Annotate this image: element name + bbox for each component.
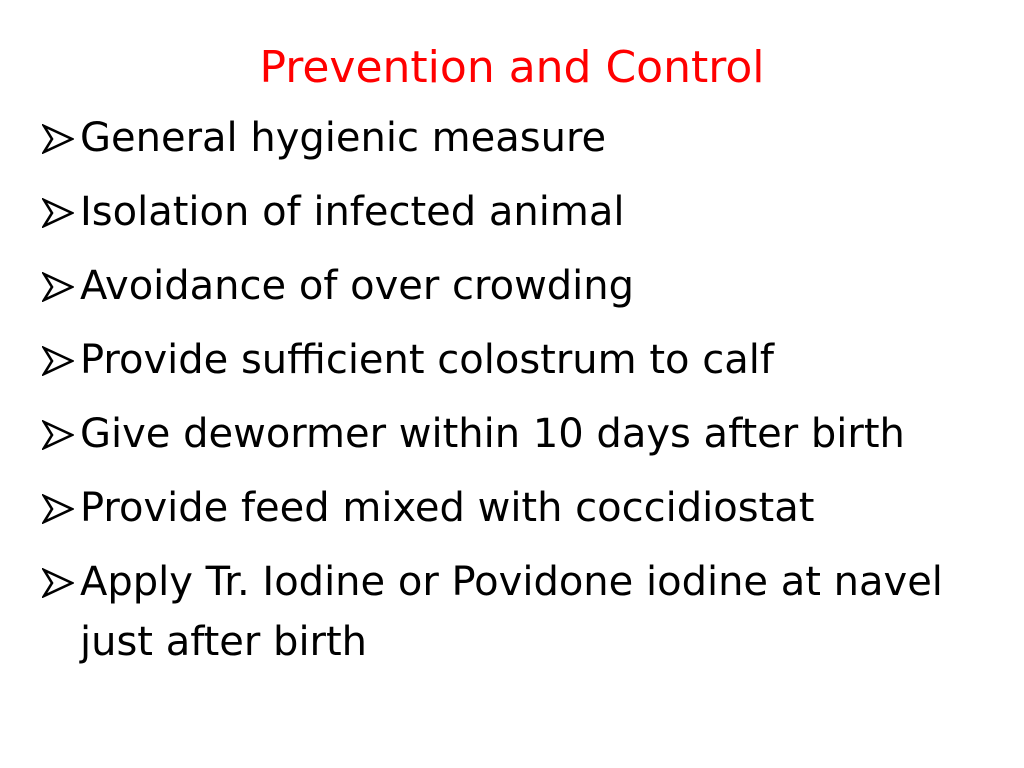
arrow-bullet-icon (42, 346, 74, 376)
list-item (40, 552, 1000, 672)
bullet-text: General hygienic measure (80, 115, 607, 161)
list-item (40, 182, 1000, 242)
arrow-bullet-icon (42, 420, 74, 450)
list-item (40, 478, 1000, 538)
list-item (40, 256, 1000, 316)
bullet-text: Provide feed mixed with coccidiostat (80, 485, 815, 531)
bullet-list (40, 108, 1000, 686)
arrow-bullet-icon (42, 124, 74, 154)
arrow-bullet-icon (42, 568, 74, 598)
bullet-text: Provide sufficient colostrum to calf (80, 337, 774, 383)
slide-title: Prevention and Control (259, 42, 765, 93)
list-item (40, 108, 1000, 168)
arrow-bullet-icon (42, 272, 74, 302)
bullet-text: Apply Tr. Iodine or Povidone iodine at navel just after birth (80, 559, 943, 665)
list-item (40, 330, 1000, 390)
list-item (40, 404, 1000, 464)
bullet-text: Give dewormer within 10 days after birth (80, 411, 905, 457)
arrow-bullet-icon (42, 198, 74, 228)
bullet-text: Isolation of infected animal (80, 189, 625, 235)
bullet-text: Avoidance of over crowding (80, 263, 635, 309)
arrow-bullet-icon (42, 494, 74, 524)
